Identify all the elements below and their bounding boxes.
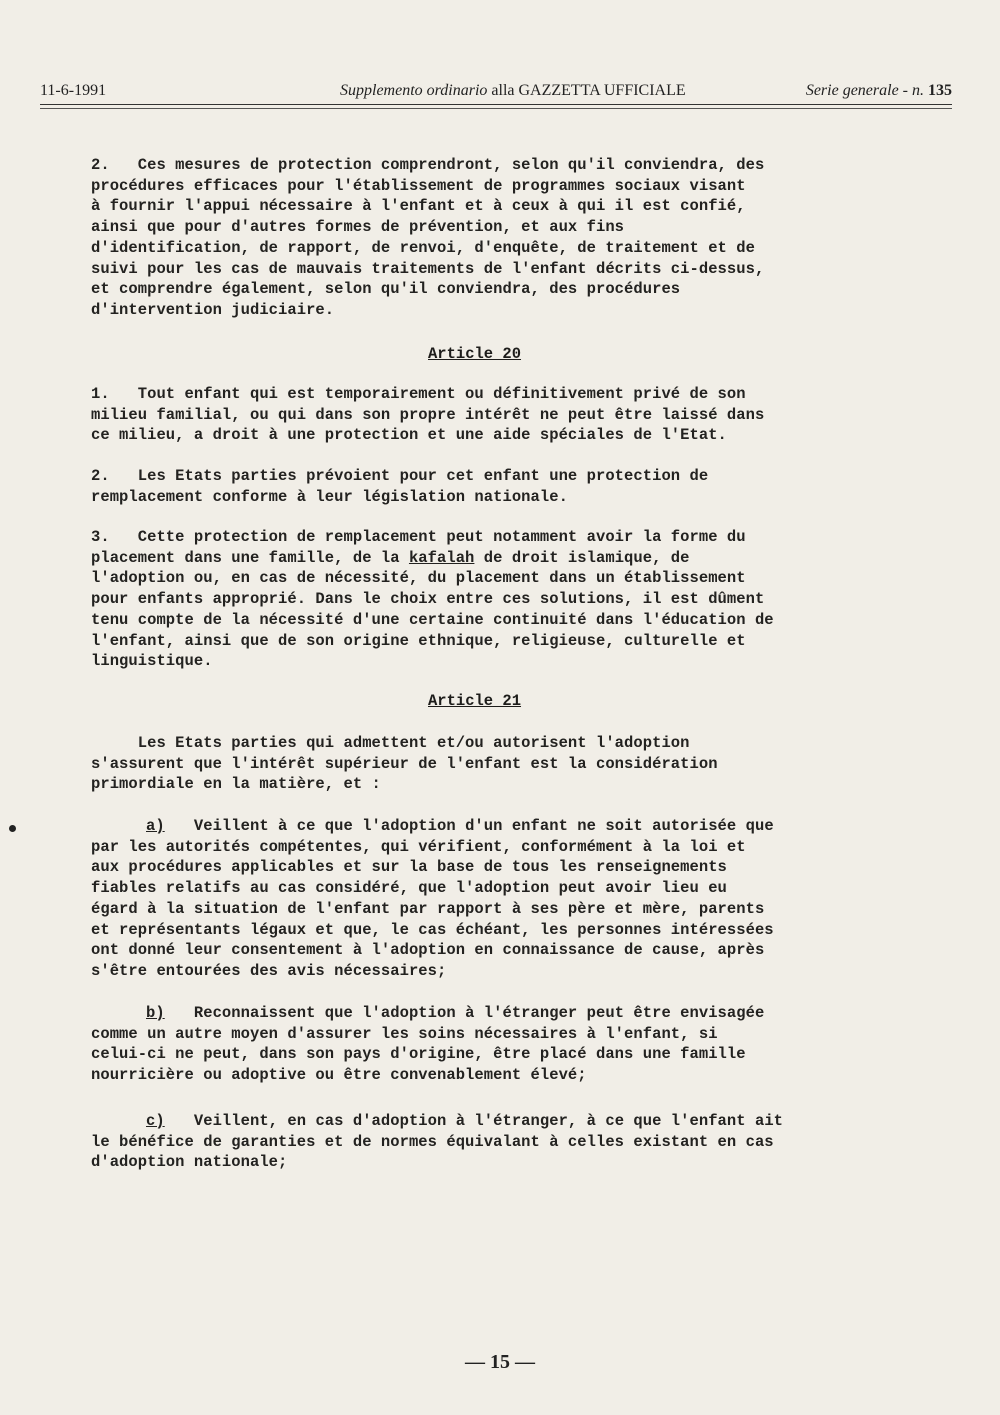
item-a-text: Veillent à ce que l'adoption d'un enfant ne soit autorisée que par les autorités compétentes, qui vérifient, conformément à la loi et aux procédures applicables et sur la base de tous les renseignements fiables relatifs au cas considéré, que l'adoption peut avoir lieu eu égard à la situation de l'enfant par rapport à ses père et mère, parents et représentants légaux et que, le cas échéant, les personnes intéressées ont donné leur consentement à l'adoption en connaissance de cause, après s'être entourées des avis nécessaires; [91, 817, 774, 980]
page-number: — 15 — [465, 1351, 535, 1373]
article-21-item-c [91, 1111, 891, 1173]
header-series [806, 82, 952, 100]
header-gazette: alla GAZZETTA UFFICIALE [487, 82, 686, 99]
paragraph-2-previous-article: 2. Ces mesures de protection comprendront, selon qu'il conviendra, des procédures efficaces pour l'établissement de programmes sociaux visant à fournir l'appui nécessaire à l'enfant et à ceux à qui il est confié, ainsi que pour d'autres formes de prévention, et aux fins d'identification, de rapport, de renvoi, d'enquête, de traitement et de suivi pour les cas de mauvais traitements de l'enfant décrits ci-dessus, et comprendre également, selon qu'il conviendra, des procédures d'intervention judiciaire. [91, 156, 765, 319]
header-series-number: 135 [924, 82, 952, 99]
article-20-p3-end: de droit islamique, de l'adoption ou, en cas de nécessité, du placement dans un établissement pour enfants approprié. Dans le choix entre ces solutions, il est dûment tenu compte de la nécessité d'une certaine continuité dans l'éducation de l'enfant, ainsi que de son origine ethnique, religieuse, culturelle et linguistique. [91, 548, 774, 671]
article-21-item-a [91, 816, 891, 982]
article-20-paragraph-3 [91, 527, 891, 672]
header-supplement: Supplemento ordinario [340, 82, 488, 99]
header-publication [340, 82, 686, 100]
header-rule [40, 104, 952, 105]
kafalah-term: kafalah [408, 548, 475, 567]
item-c-label: c) [146, 1112, 165, 1130]
article-20-heading: Article 20 [428, 345, 522, 363]
header-series-label: Serie generale - n. [805, 82, 924, 99]
article-21-heading: Article 21 [428, 692, 522, 710]
item-b-label: b) [146, 1004, 165, 1022]
article-20-p3-start: 3. Cette protection de remplacement peut notamment avoir la forme du placement dans une famille, de la [91, 528, 746, 567]
article-21-intro: Les Etats parties qui admettent et/ou autorisent l'adoption s'assurent que l'intérêt supérieur de l'enfant est la considération primordiale en la matière, et : [91, 734, 718, 794]
header-date: 11-6-1991 [40, 82, 107, 99]
article-21-item-b [91, 1003, 891, 1086]
margin-mark [9, 825, 16, 832]
article-20-paragraph-1: 1. Tout enfant qui est temporairement ou définitivement privé de son milieu familial, ou qui dans son propre intérêt ne peut être laissé dans ce milieu, a droit à une protection et une aide spéciales de l'Etat. [91, 385, 765, 445]
item-b-text: Reconnaissent que l'adoption à l'étranger peut être envisagée comme un autre moyen d'assurer les soins nécessaires à l'enfant, si celui-ci ne peut, dans son pays d'origine, être placé dans une famille nourricière ou adoptive ou être convenablement élevé; [91, 1004, 765, 1085]
header-rule-thin [40, 108, 952, 109]
article-20-paragraph-2: 2. Les Etats parties prévoient pour cet enfant une protection de remplacement conforme à leur législation nationale. [91, 467, 709, 506]
item-c-text: Veillent, en cas d'adoption à l'étranger, à ce que l'enfant ait le bénéfice de garanties et de normes équivalant à celles existant en cas d'adoption nationale; [91, 1112, 784, 1172]
item-a-label: a) [146, 817, 165, 835]
